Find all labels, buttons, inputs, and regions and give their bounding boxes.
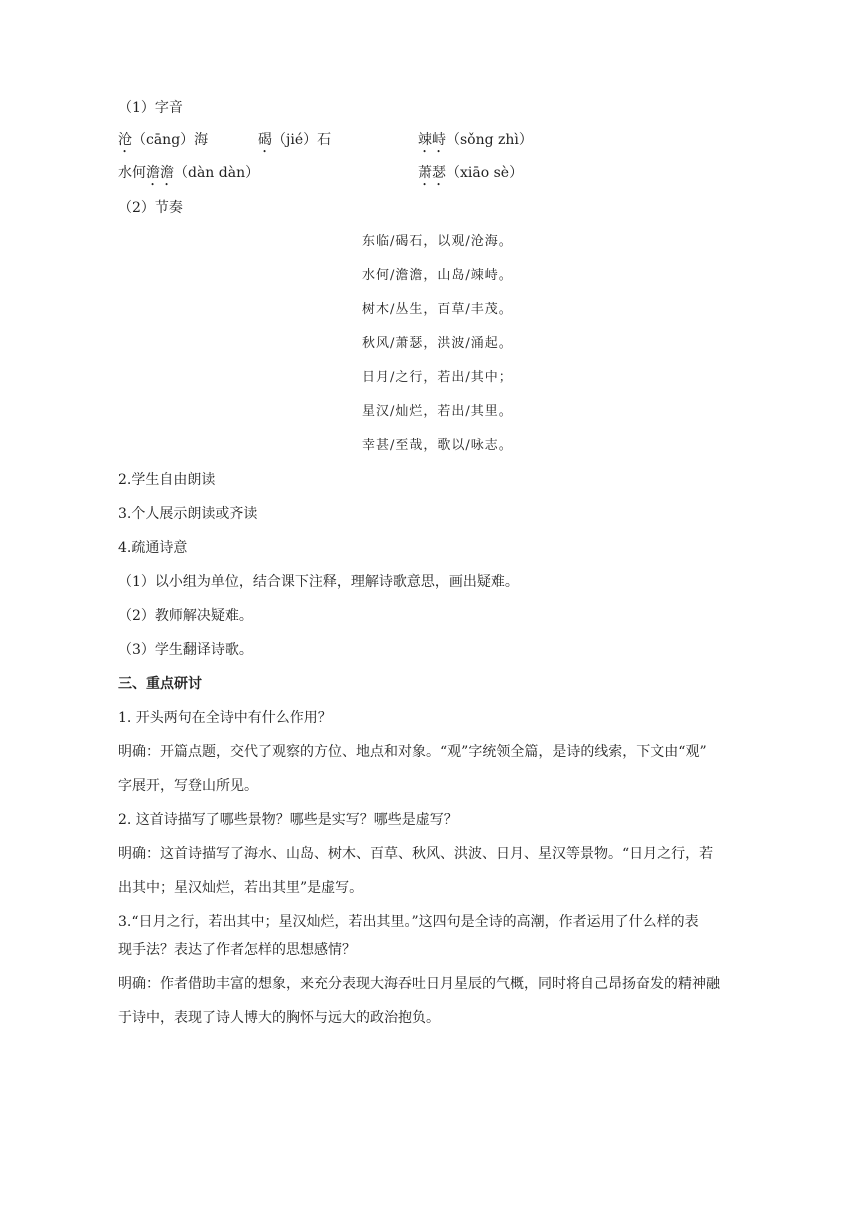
answer-1-line-2: 字展开，写登山所见。	[118, 778, 258, 794]
pinyin-text: （cāng）海	[132, 132, 209, 148]
pinyin-text: （dàn dàn）	[174, 165, 260, 181]
question-1: 1. 开头两句在全诗中有什么作用？	[118, 710, 332, 726]
emphasized-char: 碣	[258, 132, 272, 148]
poem-line: 水何/澹澹，山岛/竦峙。	[362, 268, 513, 283]
step-item: （3）学生翻译诗歌。	[118, 642, 253, 658]
step-item: 2.学生自由朗读	[118, 472, 216, 488]
emphasized-char: 萧瑟	[418, 165, 446, 181]
prefix-text: 水何	[118, 165, 146, 181]
poem-line: 日月/之行，若出/其中；	[362, 370, 513, 385]
answer-3-line-1: 明确：作者借助丰富的想象，来充分表现大海吞吐日月星辰的气概，同时将自己昂扬奋发的精神融	[118, 976, 720, 992]
pinyin-item-jieshi	[258, 130, 331, 156]
answer-1-line-1: 明确：开篇点题，交代了观察的方位、地点和对象。“观”字统领全篇，是诗的线索，下文由“观”	[118, 744, 707, 760]
poem-line: 树木/丛生，百草/丰茂。	[362, 302, 513, 317]
poem-line: 幸甚/至哉，歌以/咏志。	[362, 438, 513, 453]
answer-3-line-2: 于诗中，表现了诗人博大的胸怀与远大的政治抱负。	[118, 1010, 440, 1026]
pinyin-item-songzhi	[418, 130, 533, 156]
step-item: （2）教师解决疑难。	[118, 608, 253, 624]
pinyin-item-dandan	[118, 163, 259, 189]
pinyin-text: （sǒng zhì）	[446, 132, 533, 148]
emphasized-char: 竦峙	[418, 132, 446, 148]
question-2: 2. 这首诗描写了哪些景物？哪些是实写？哪些是虚写？	[118, 812, 458, 828]
step-item: 4.疏通诗意	[118, 540, 188, 556]
poem-line: 星汉/灿烂，若出/其里。	[362, 404, 513, 419]
pinyin-item-canghai	[118, 130, 208, 156]
poem-line: 东临/碣石，以观/沧海。	[362, 234, 513, 249]
pinyin-item-xiaose	[418, 163, 523, 189]
question-3-line-2: 现手法？表达了作者怎样的思想感情？	[118, 942, 356, 958]
step-item: （1）以小组为单位，结合课下注释，理解诗歌意思，画出疑难。	[118, 574, 519, 590]
question-3-line-1: 3.“日月之行，若出其中；星汉灿烂，若出其里。”这四句是全诗的高潮，作者运用了什么样的表	[118, 914, 699, 930]
rhythm-heading: （2）节奏	[118, 200, 183, 216]
pinyin-text: （xiāo sè）	[446, 165, 524, 181]
pronunciation-heading: （1）字音	[118, 100, 183, 116]
answer-2-line-2: 出其中；星汉灿烂，若出其里”是虚写。	[118, 880, 364, 896]
section-title: 三、重点研讨	[118, 676, 202, 692]
pinyin-text: （jié）石	[272, 132, 332, 148]
step-item: 3.个人展示朗读或齐读	[118, 506, 258, 522]
answer-2-line-1: 明确：这首诗描写了海水、山岛、树木、百草、秋风、洪波、日月、星汉等景物。“日月之行，若	[118, 846, 714, 862]
poem-line: 秋风/萧瑟，洪波/涌起。	[362, 336, 513, 351]
emphasized-char: 沧	[118, 132, 132, 148]
emphasized-char: 澹澹	[146, 165, 174, 181]
